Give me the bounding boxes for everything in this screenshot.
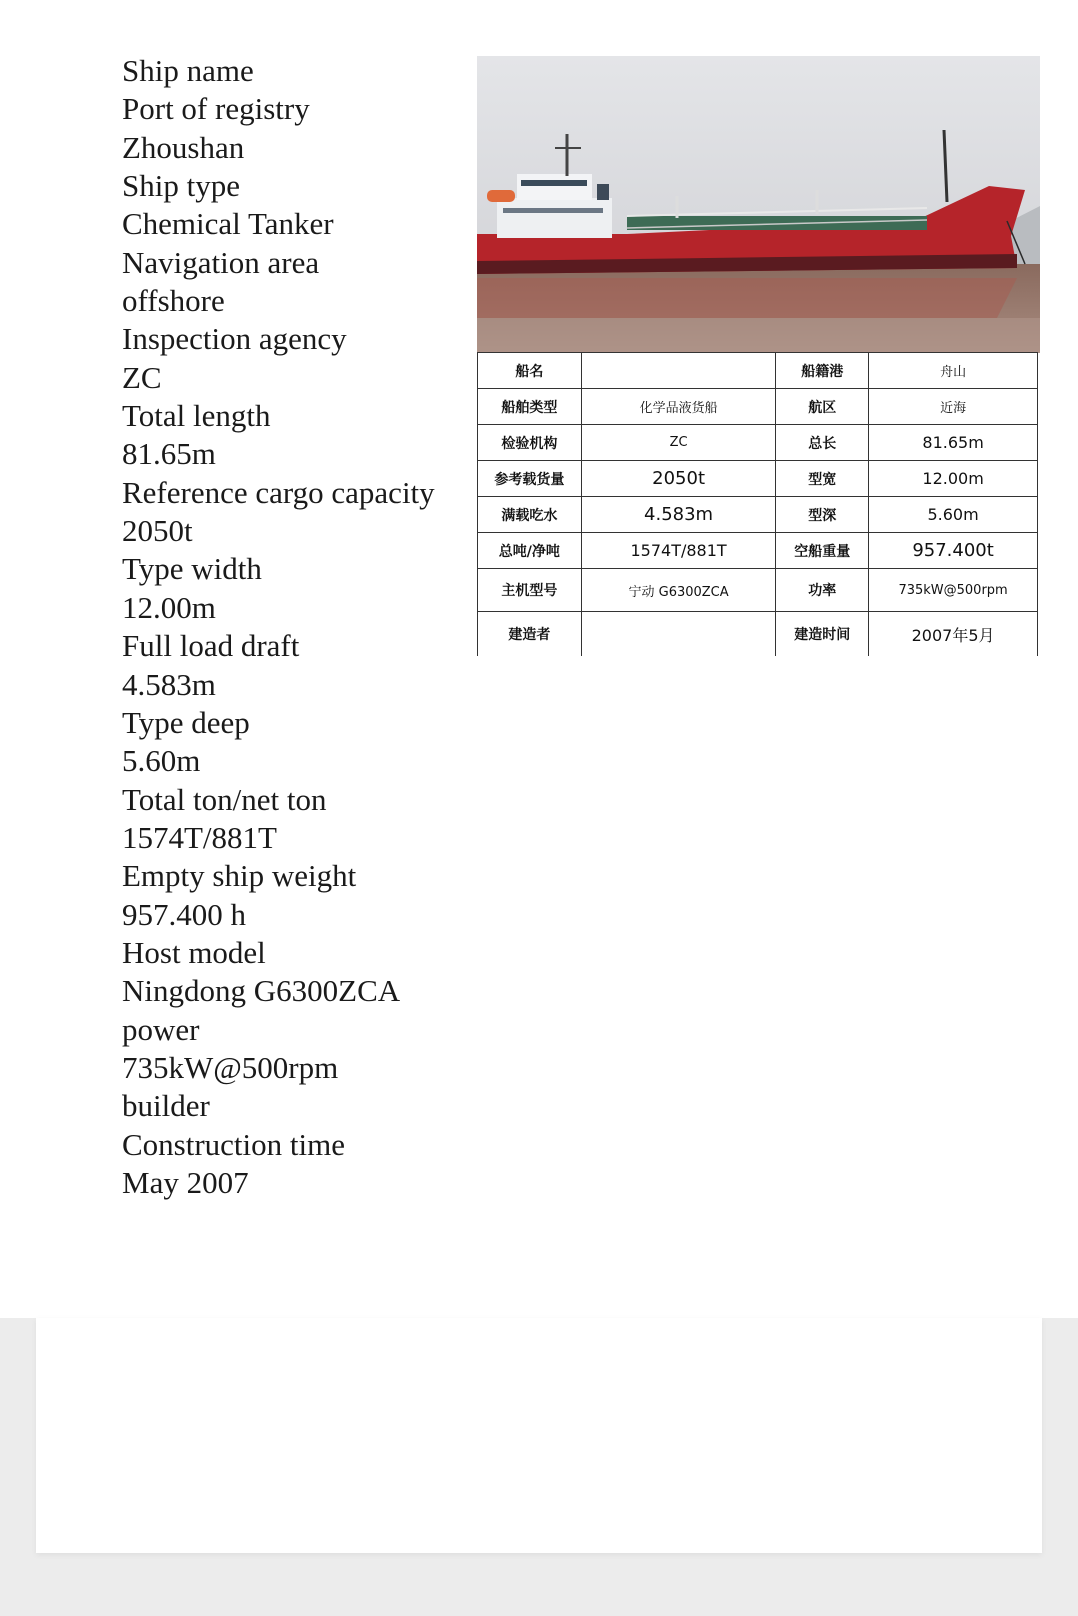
tanker-photo bbox=[477, 56, 1040, 353]
table-label: 空船重量 bbox=[776, 533, 869, 569]
funnel bbox=[597, 184, 609, 200]
table-label: 检验机构 bbox=[478, 425, 582, 461]
list-item: Zhoushan bbox=[122, 129, 245, 165]
superstructure bbox=[497, 198, 612, 238]
list-item: 12.00m bbox=[122, 589, 216, 625]
table-label: 航区 bbox=[776, 389, 869, 425]
list-item: 4.583m bbox=[122, 666, 216, 702]
list-item: Navigation area bbox=[122, 244, 320, 280]
list-item: 1574T/881T bbox=[122, 819, 277, 855]
page-sheet-lower bbox=[36, 1318, 1042, 1553]
table-label: 型深 bbox=[776, 497, 869, 533]
table-value bbox=[581, 353, 776, 389]
table-value: 化学品液货船 bbox=[581, 389, 776, 425]
table-value: 957.400t bbox=[869, 533, 1038, 569]
list-item: ZC bbox=[122, 359, 162, 395]
table-value: ZC bbox=[581, 425, 776, 461]
list-item: 81.65m bbox=[122, 436, 216, 472]
table-row bbox=[478, 425, 1038, 461]
table-value: 735kW@500rpm bbox=[869, 569, 1038, 612]
table-row bbox=[478, 533, 1038, 569]
hull-reflection bbox=[477, 278, 1017, 318]
list-item: 5.60m bbox=[122, 743, 201, 779]
table-value: 近海 bbox=[869, 389, 1038, 425]
table-value: 4.583m bbox=[581, 497, 776, 533]
lifeboat bbox=[487, 190, 515, 202]
table-row bbox=[478, 612, 1038, 657]
bridge-windows bbox=[521, 180, 587, 186]
table-label: 参考载货量 bbox=[478, 461, 582, 497]
table-row bbox=[478, 569, 1038, 612]
table-label: 型宽 bbox=[776, 461, 869, 497]
list-item: 2050t bbox=[122, 513, 193, 549]
list-item: 957.400 h bbox=[122, 896, 246, 932]
list-item: Inspection agency bbox=[122, 321, 347, 357]
table-label: 功率 bbox=[776, 569, 869, 612]
table-value: 2007年5月 bbox=[869, 612, 1038, 657]
list-item: Type deep bbox=[122, 704, 250, 740]
table-value bbox=[581, 612, 776, 657]
list-item: Full load draft bbox=[122, 628, 300, 664]
table-label: 主机型号 bbox=[478, 569, 582, 612]
spec-table bbox=[477, 352, 1038, 656]
list-item: May 2007 bbox=[122, 1164, 249, 1200]
table-row bbox=[478, 461, 1038, 497]
table-row bbox=[478, 353, 1038, 389]
list-item: builder bbox=[122, 1088, 210, 1124]
table-value: 81.65m bbox=[869, 425, 1038, 461]
deck-piping bbox=[627, 216, 927, 230]
list-item: Host model bbox=[122, 934, 266, 970]
water-shimmer bbox=[477, 318, 1040, 353]
table-label: 船名 bbox=[478, 353, 582, 389]
list-item: Total ton/net ton bbox=[122, 781, 327, 817]
list-item: Chemical Tanker bbox=[122, 206, 334, 242]
english-spec-list bbox=[122, 52, 482, 1202]
table-row bbox=[478, 497, 1038, 533]
list-item: 735kW@500rpm bbox=[122, 1049, 339, 1085]
table-value: 1574T/881T bbox=[581, 533, 776, 569]
list-item: Reference cargo capacity bbox=[122, 474, 435, 510]
deck-windows bbox=[503, 208, 603, 213]
list-item: Empty ship weight bbox=[122, 858, 357, 894]
table-value: 宁动 G6300ZCA bbox=[581, 569, 776, 612]
table-value: 舟山 bbox=[869, 353, 1038, 389]
table-label: 船舶类型 bbox=[478, 389, 582, 425]
table-label: 总长 bbox=[776, 425, 869, 461]
table-row bbox=[478, 389, 1038, 425]
bridge bbox=[517, 174, 592, 200]
table-label: 建造时间 bbox=[776, 612, 869, 657]
list-item: Port of registry bbox=[122, 91, 310, 127]
table-value: 5.60m bbox=[869, 497, 1038, 533]
list-item: offshore bbox=[122, 283, 225, 319]
tanker-ship-illustration bbox=[477, 56, 1040, 353]
list-item: Construction time bbox=[122, 1126, 346, 1162]
list-item: Ningdong G6300ZCA bbox=[122, 973, 401, 1009]
list-item: Type width bbox=[122, 551, 262, 587]
table-value: 2050t bbox=[581, 461, 776, 497]
list-item: Ship name bbox=[122, 53, 254, 88]
list-item: Ship type bbox=[122, 168, 240, 204]
table-label: 满载吃水 bbox=[478, 497, 582, 533]
list-item: Total length bbox=[122, 398, 271, 434]
table-value: 12.00m bbox=[869, 461, 1038, 497]
table-label: 船籍港 bbox=[776, 353, 869, 389]
list-item: power bbox=[122, 1011, 200, 1047]
table-label: 建造者 bbox=[478, 612, 582, 657]
table-label: 总吨/净吨 bbox=[478, 533, 582, 569]
